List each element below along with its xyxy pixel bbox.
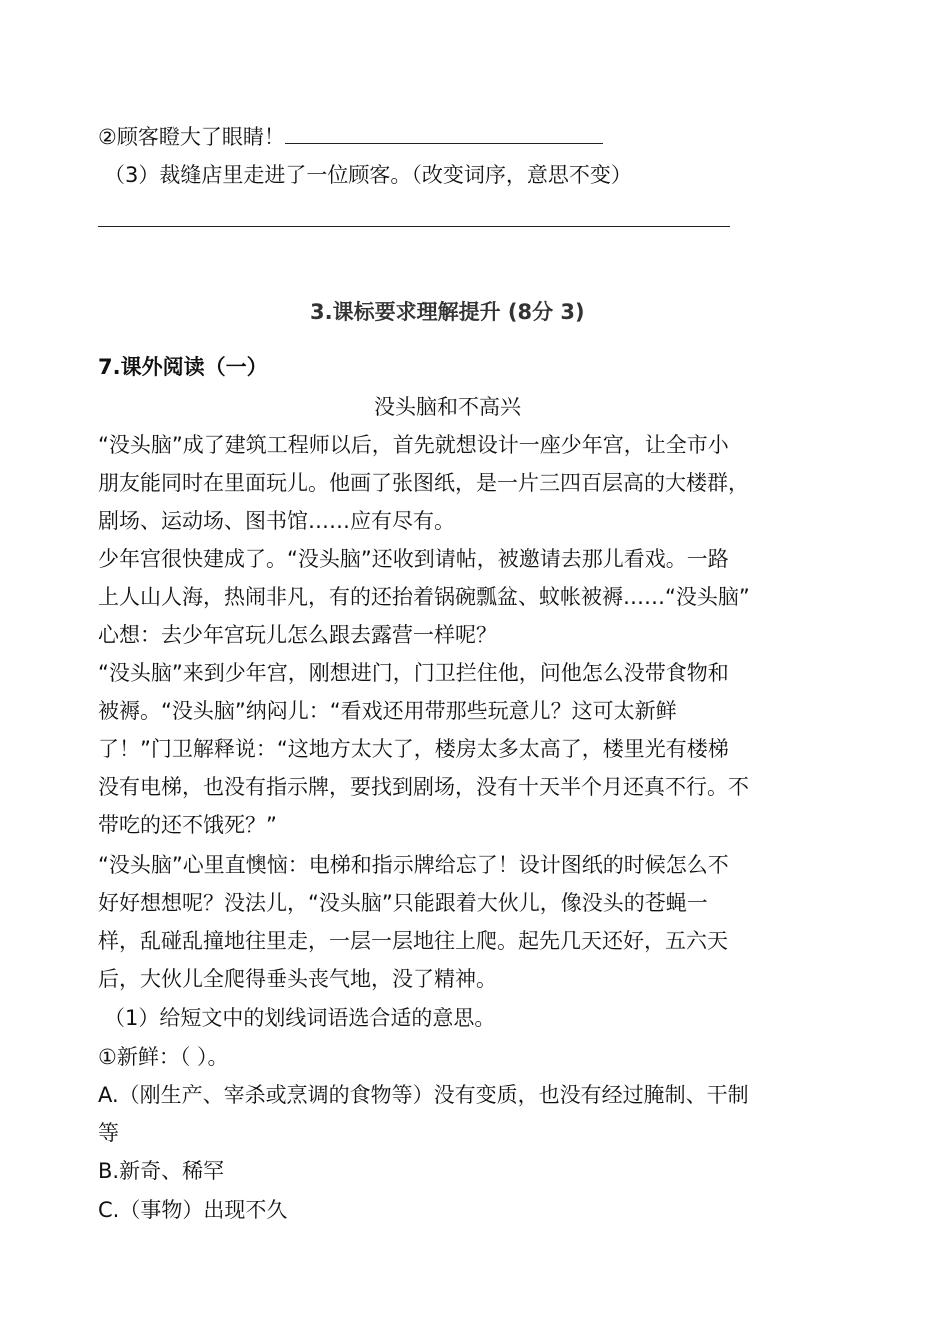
option-a[interactable]: A.（刚生产、宰杀或烹调的食物等）没有变质，也没有经过腌制、干制 bbox=[98, 1083, 749, 1107]
option-b[interactable]: B.新奇、稀罕 bbox=[98, 1159, 225, 1183]
passage-line: “没头脑”成了建筑工程师以后，首先就想设计一座少年宫，让全市小 bbox=[98, 433, 729, 457]
passage-line: 好好想想呢？没法儿，“没头脑”只能跟着大伙儿，像没头的苍蝇一 bbox=[98, 891, 708, 915]
passage-line: 没有电梯，也没有指示牌，要找到剧场，没有十天半个月还真不行。不 bbox=[98, 775, 749, 799]
q3-prompt: （3）裁缝店里走进了一位顾客。（改变词序，意思不变） bbox=[104, 163, 632, 187]
passage-line: 剧场、运动场、图书馆……应有尽有。 bbox=[98, 509, 455, 533]
passage-line: 了！”门卫解释说：“这地方太大了，楼房太多太高了，楼里光有楼梯 bbox=[98, 737, 729, 761]
passage-line: 样，乱碰乱撞地往里走，一层一层地往上爬。起先几天还好，五六天 bbox=[98, 929, 728, 953]
passage-line: “没头脑”心里直懊恼：电梯和指示牌给忘了！设计图纸的时候怎么不 bbox=[98, 853, 729, 877]
q2-item-line bbox=[98, 122, 603, 152]
passage-line: 心想：去少年宫玩儿怎么跟去露营一样呢？ bbox=[98, 623, 497, 647]
passage-line: 被褥。“没头脑”纳闷儿：“看戏还用带那些玩意儿？这可太新鲜 bbox=[98, 699, 677, 723]
q2-item-text: ②顾客瞪大了眼睛！ bbox=[98, 125, 285, 149]
answer-blank[interactable] bbox=[285, 123, 603, 144]
sub-question-1: ①新鲜：（ ）。 bbox=[98, 1045, 229, 1069]
option-a-continued: 等 bbox=[98, 1121, 119, 1145]
passage-line: “没头脑”来到少年宫，刚想进门，门卫拦住他，问他怎么没带食物和 bbox=[98, 661, 729, 685]
passage-title: 没头脑和不高兴 bbox=[374, 395, 521, 419]
passage-line: 上人山人海，热闹非凡，有的还抬着锅碗瓢盆、蚊帐被褥……“没头脑” bbox=[98, 585, 750, 609]
cut-off-section-heading: 3.课标要求理解提升 (8分 3) bbox=[310, 300, 585, 324]
answer-line[interactable] bbox=[98, 226, 730, 227]
passage-line: 朋友能同时在里面玩儿。他画了张图纸，是一片三四百层高的大楼群， bbox=[98, 471, 749, 495]
reading-heading: 7.课外阅读（一） bbox=[98, 355, 268, 379]
passage-line: 少年宫很快建成了。“没头脑”还收到请帖，被邀请去那儿看戏。一路 bbox=[98, 547, 729, 571]
passage-line: 后，大伙儿全爬得垂头丧气地，没了精神。 bbox=[98, 967, 497, 991]
passage-line: 带吃的还不饿死？” bbox=[98, 813, 277, 837]
question-1: （1）给短文中的划线词语选合适的意思。 bbox=[104, 1006, 496, 1030]
option-c[interactable]: C.（事物）出现不久 bbox=[98, 1198, 288, 1222]
